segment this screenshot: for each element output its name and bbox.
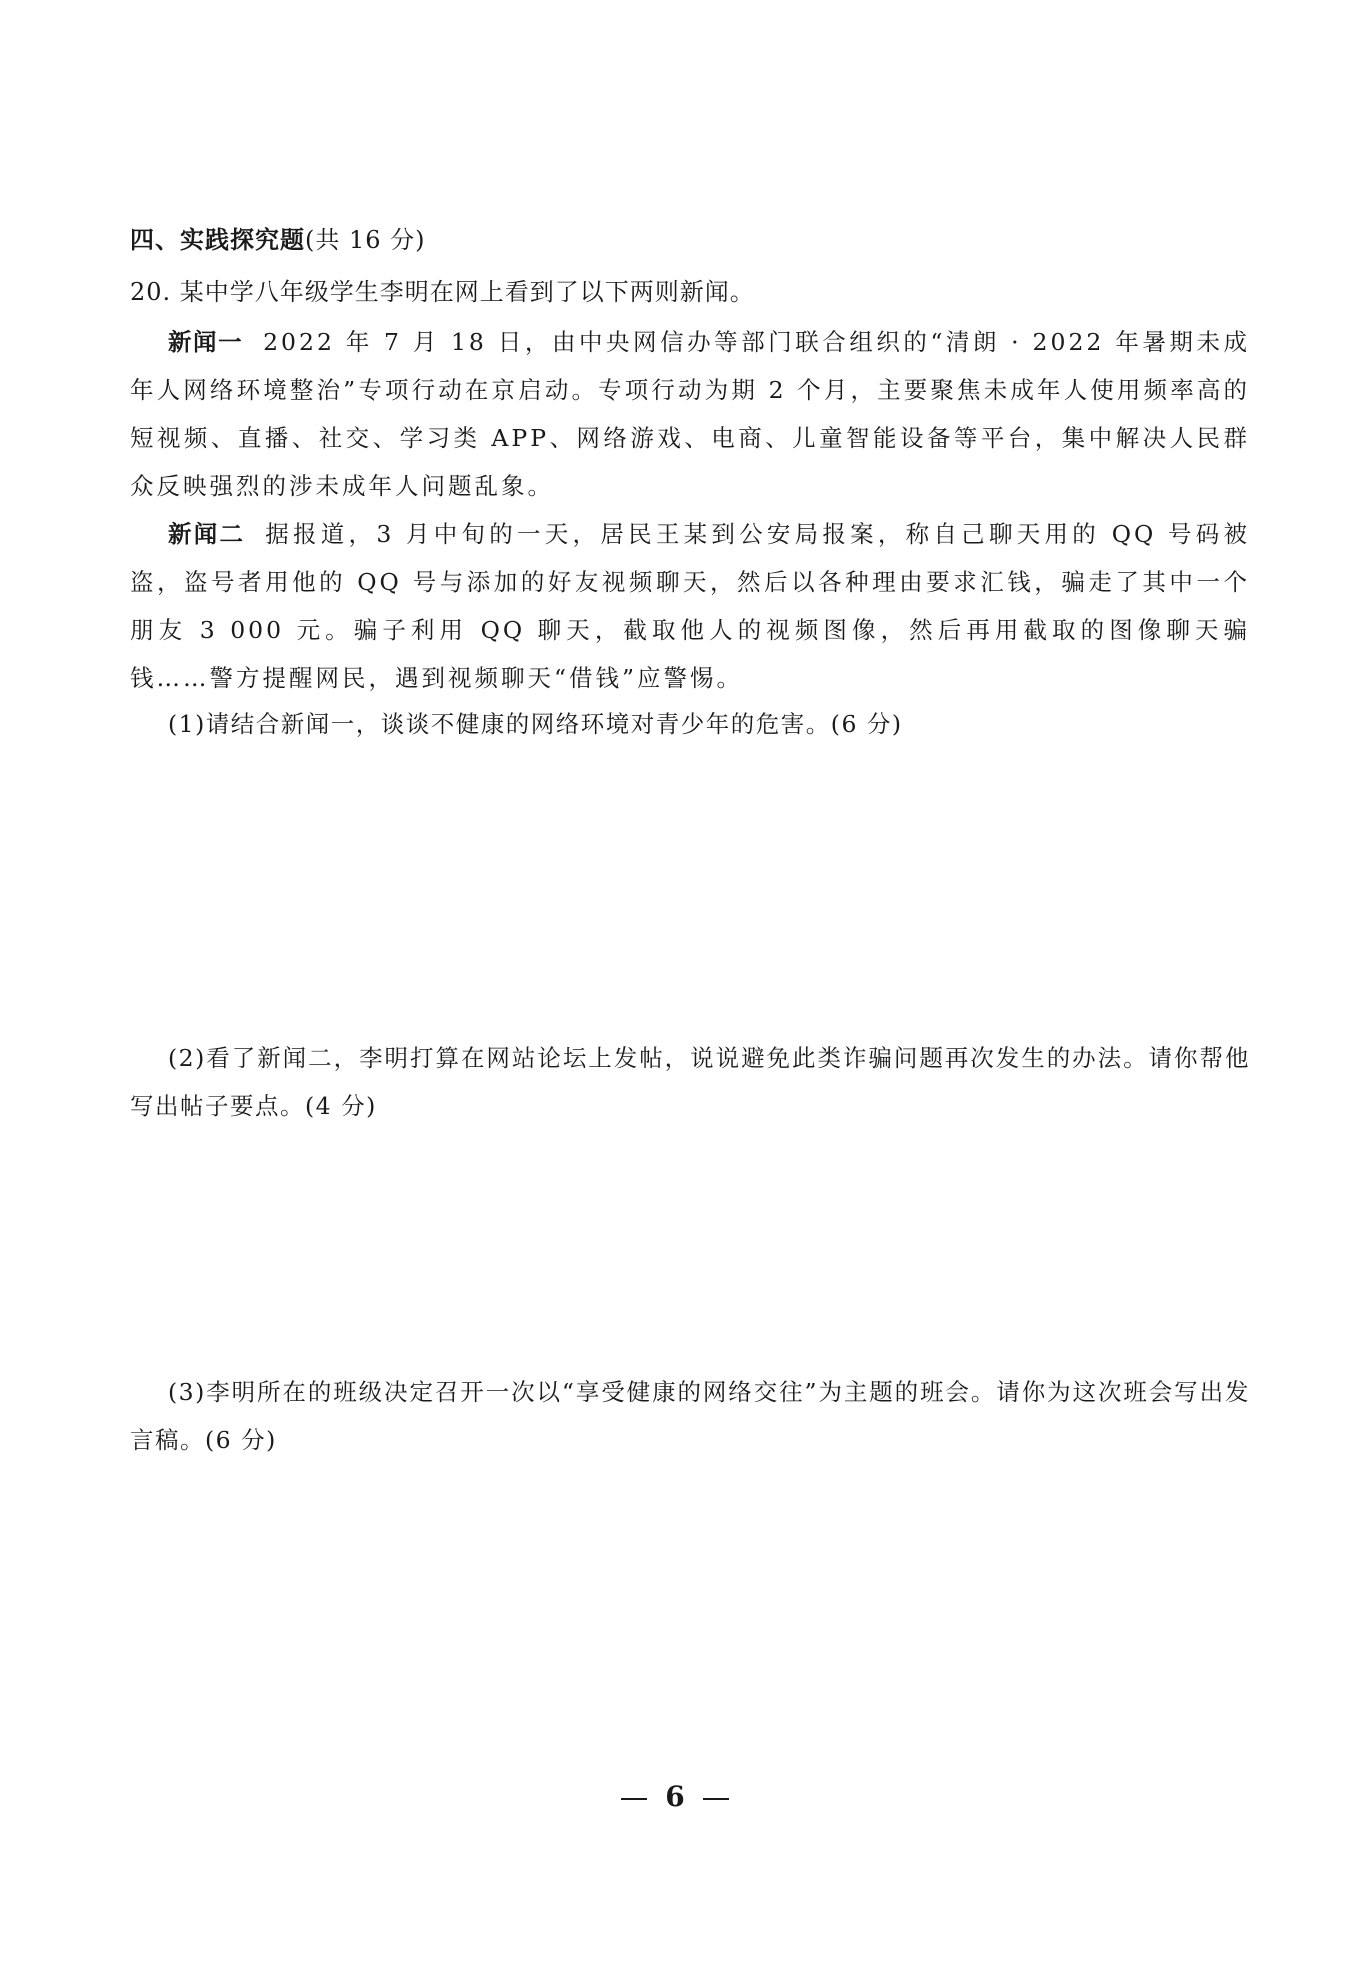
news-one-text: 2022 年 7 月 18 日，由中央网信办等部门联合组织的“清朗 · 2022 年暑期未成年人网络环境整治”专项行动在京启动。专项行动为期 2 个月，主要聚焦未成年人使用频率高的短视频、直播、社交、学习类 APP、网络游戏、电商、儿童智能设备等平台，集中解决人民群众反映强烈的涉未成年人问题乱象。 <box>130 328 1250 500</box>
news-one-paragraph <box>130 318 1250 510</box>
left-dash <box>621 1798 647 1800</box>
sub-question-2: (2)看了新闻二，李明打算在网站论坛上发帖，说说避免此类诈骗问题再次发生的办法。请你帮他写出帖子要点。(4 分) <box>130 1044 1250 1120</box>
section-title: 四、实践探究题 <box>130 226 305 254</box>
news-two-label: 新闻二 <box>168 520 246 548</box>
sub-question-3: (3)李明所在的班级决定召开一次以“享受健康的网络交往”为主题的班会。请你为这次班会写出发言稿。(6 分) <box>130 1378 1250 1454</box>
news-two-paragraph <box>130 510 1250 702</box>
right-dash <box>703 1798 729 1800</box>
page-footer <box>0 1777 1350 1817</box>
sub-question-1: (1)请结合新闻一，谈谈不健康的网络环境对青少年的危害。(6 分) <box>168 710 903 738</box>
news-two-text: 据报道，3 月中旬的一天，居民王某到公安局报案，称自己聊天用的 QQ 号码被盗，盗号者用他的 QQ 号与添加的好友视频聊天，然后以各种理由要求汇钱，骗走了其中一个朋友 3 000 元。骗子利用 QQ 聊天，截取他人的视频图像，然后再用截取的图像聊天骗钱……警方提醒网民，遇到视频聊天“借钱”应警惕。 <box>130 520 1250 692</box>
question-stem: 20. 某中学八年级学生李明在网上看到了以下两则新闻。 <box>130 278 755 306</box>
section-heading <box>130 222 426 258</box>
section-points: (共 16 分) <box>305 226 426 254</box>
page-number: 6 <box>665 1780 685 1813</box>
news-one-label: 新闻一 <box>168 328 244 356</box>
